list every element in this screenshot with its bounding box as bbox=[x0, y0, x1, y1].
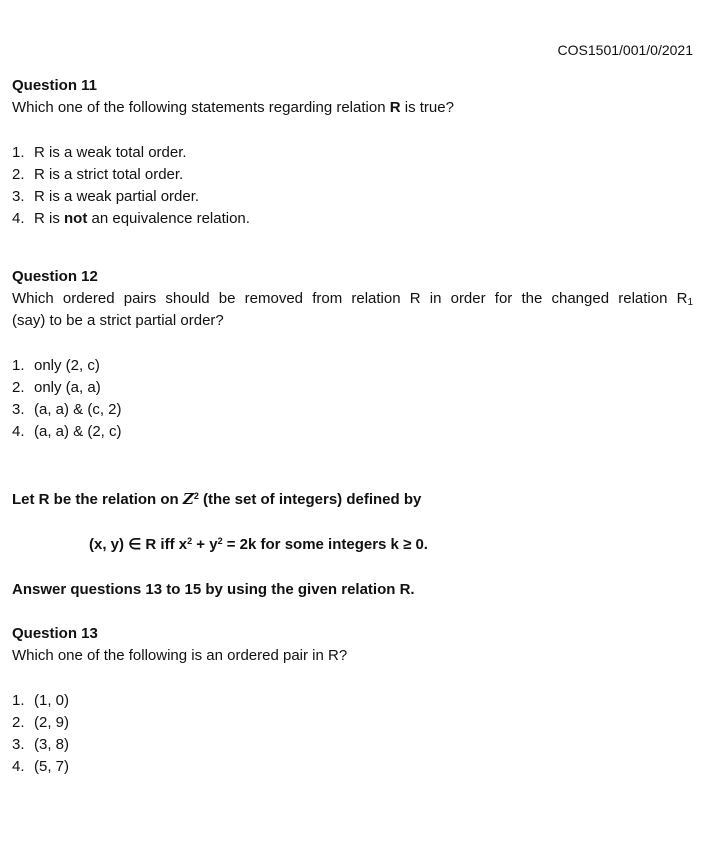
question-12-option-1: 1. only (2, c) bbox=[12, 357, 100, 374]
question-13-option-1: 1. (1, 0) bbox=[12, 692, 70, 709]
question-11-prompt: Which one of the following statements regarding relation R is true? bbox=[12, 99, 454, 116]
document-code: COS1501/001/0/2021 bbox=[557, 42, 693, 58]
question-12-title: Question 12 bbox=[12, 268, 98, 285]
question-11-option-3: 3. R is a weak partial order. bbox=[12, 188, 200, 205]
question-12-option-2: 2. only (a, a) bbox=[12, 379, 101, 396]
question-11-title: Question 11 bbox=[12, 77, 98, 94]
relation-intro: Let R be the relation on $Z^2$ (the set of integers) defined by bbox=[12, 490, 422, 508]
question-12-option-3: 3. (a, a) & (c, 2) bbox=[12, 401, 122, 418]
question-13-prompt: Which one of the following is an ordered pair in R? bbox=[12, 647, 348, 664]
answer-instruction: Answer questions 13 to 15 by using the given relation R. bbox=[12, 581, 415, 598]
question-13-option-4: 4. (5, 7) bbox=[12, 758, 70, 775]
question-13-option-2: 2. (2, 9) bbox=[12, 714, 70, 731]
question-11-option-4: 4. R is not an equivalence relation. bbox=[12, 210, 250, 227]
question-11-option-2: 2. R is a strict total order. bbox=[12, 166, 184, 183]
question-13-option-3: 3. (3, 8) bbox=[12, 736, 70, 753]
question-12-option-4: 4. (a, a) & (2, c) bbox=[12, 423, 122, 440]
question-12-prompt-line-2: (say) to be a strict partial order? bbox=[12, 312, 224, 329]
relation-definition: (x, y) ∈ R iff $x^2 + y^2 = 2k$ for some integers k ≥ 0. bbox=[89, 536, 428, 553]
question-13-title: Question 13 bbox=[12, 625, 98, 642]
question-11-option-1: 1. R is a weak total order. bbox=[12, 144, 187, 161]
question-12-prompt-line-1: Which ordered pairs should be removed from relation R in order for the changed relation $R_1$ bbox=[12, 290, 693, 308]
